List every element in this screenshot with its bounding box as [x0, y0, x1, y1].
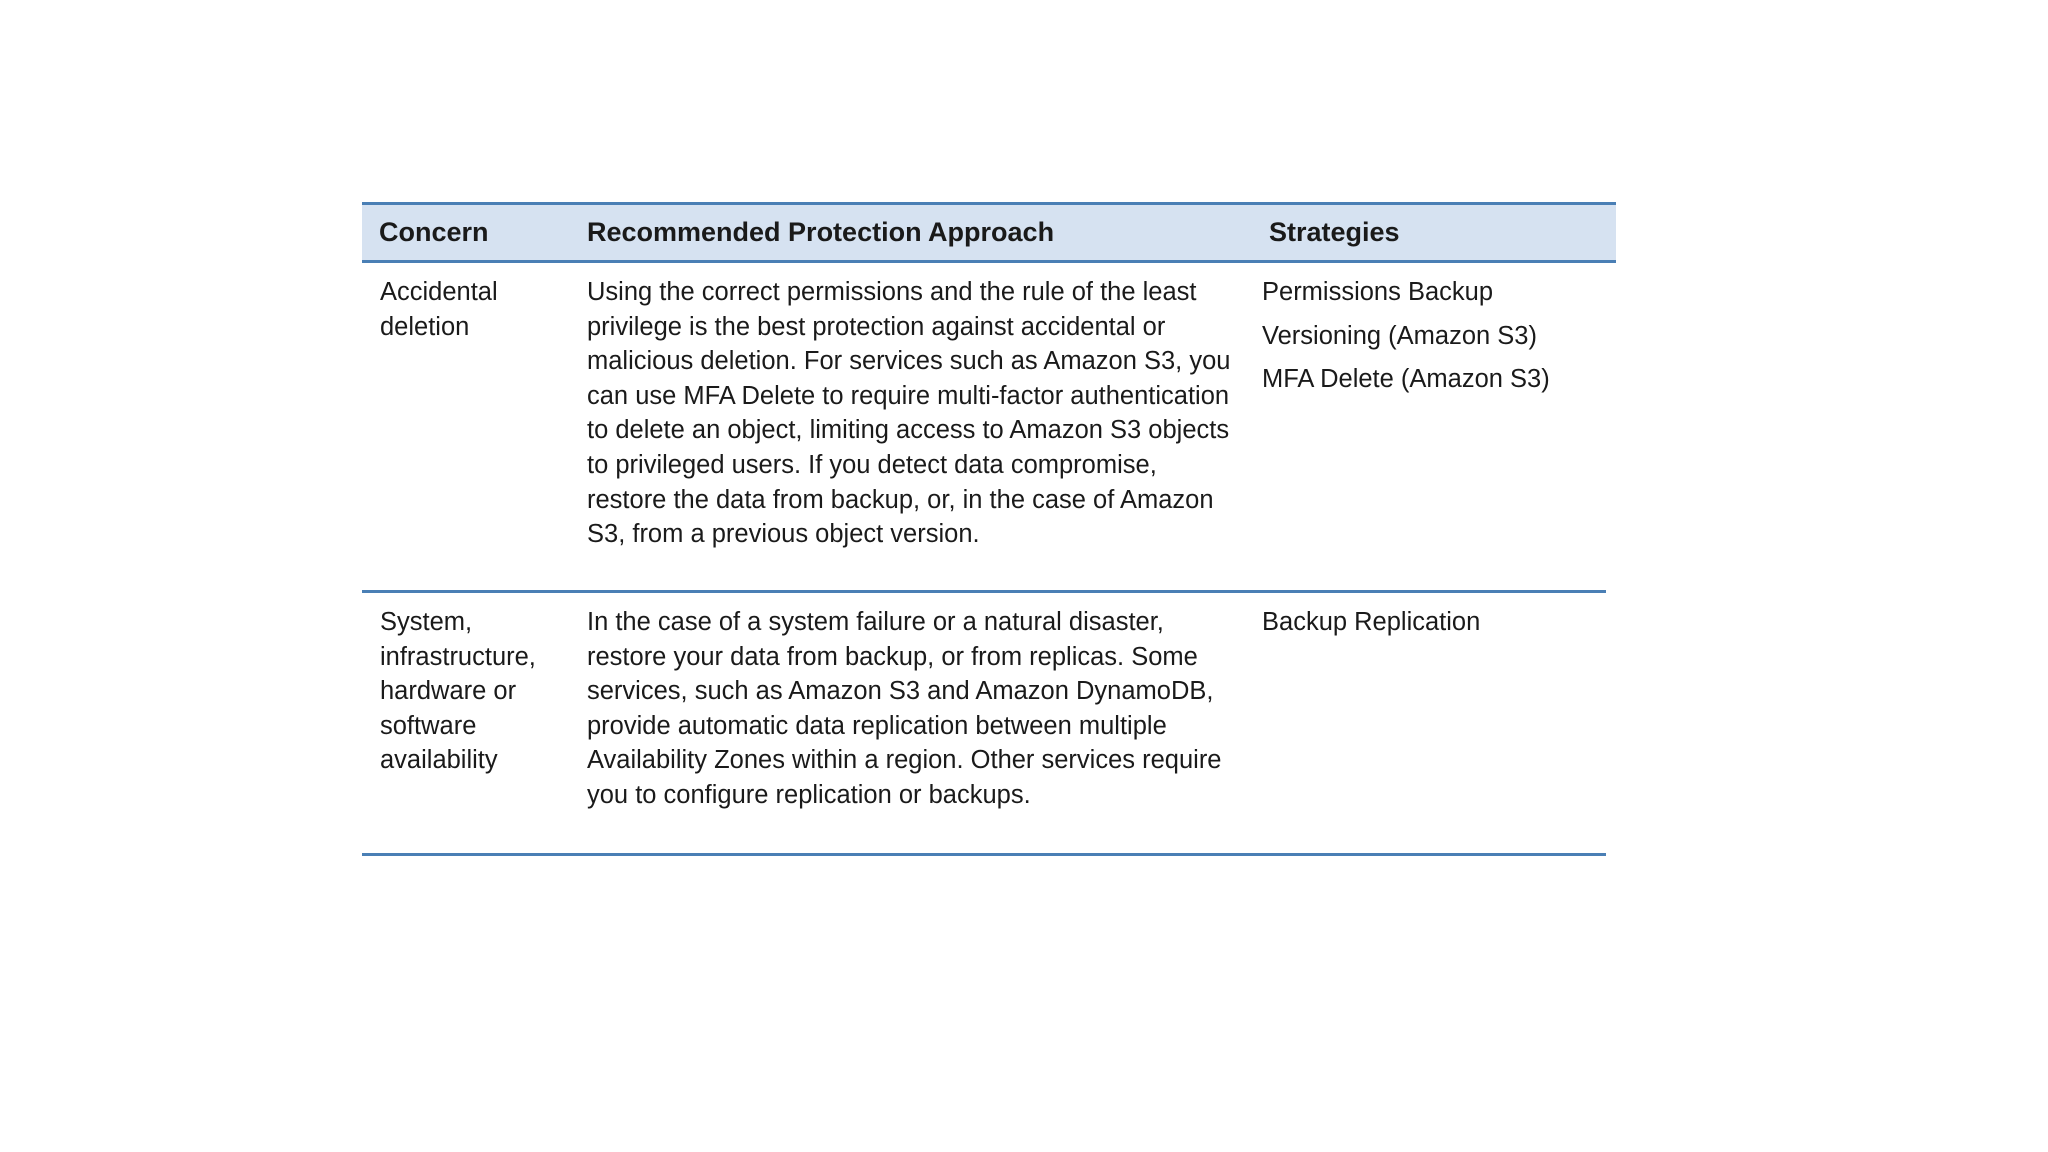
strategy-item: Versioning (Amazon S3) — [1262, 321, 1537, 350]
strategy-item: Permissions Backup — [1262, 278, 1494, 306]
table-row — [362, 263, 1606, 593]
header-concern: Concern — [379, 217, 489, 247]
protection-table — [362, 202, 1616, 856]
table-row — [362, 593, 1606, 856]
strategies-cell — [1262, 275, 1602, 406]
strategies-cell — [1262, 605, 1602, 649]
header-strategies: Strategies — [1269, 217, 1400, 247]
approach-cell: Using the correct permissions and the rule of the least privilege is the best protection against accidental or malicious deletion. For services such as Amazon S3, you can use MFA Delete to require multi-factor authentication to delete an object, limiting access to Amazon S3 objects to privileged users. If you detect data compromise, restore the data from backup, or, in the case of Amazon S3, from a previous object version. — [587, 278, 1231, 549]
table-header-row — [362, 202, 1616, 263]
strategy-item: Backup Replication — [1262, 608, 1481, 636]
strategy-item: MFA Delete (Amazon S3) — [1262, 365, 1550, 394]
approach-cell: In the case of a system failure or a natural disaster, restore your data from backup, or from replicas. Some services, such as Amazon S3 and Amazon DynamoDB, provide automatic data replication between multiple Availability Zones within a region. Other services require you to configure replication or backups. — [587, 608, 1222, 809]
header-approach: Recommended Protection Approach — [587, 217, 1055, 247]
concern-cell: Accidental deletion — [380, 278, 498, 341]
concern-cell: System, infrastructure, hardware or software availability — [380, 608, 536, 775]
